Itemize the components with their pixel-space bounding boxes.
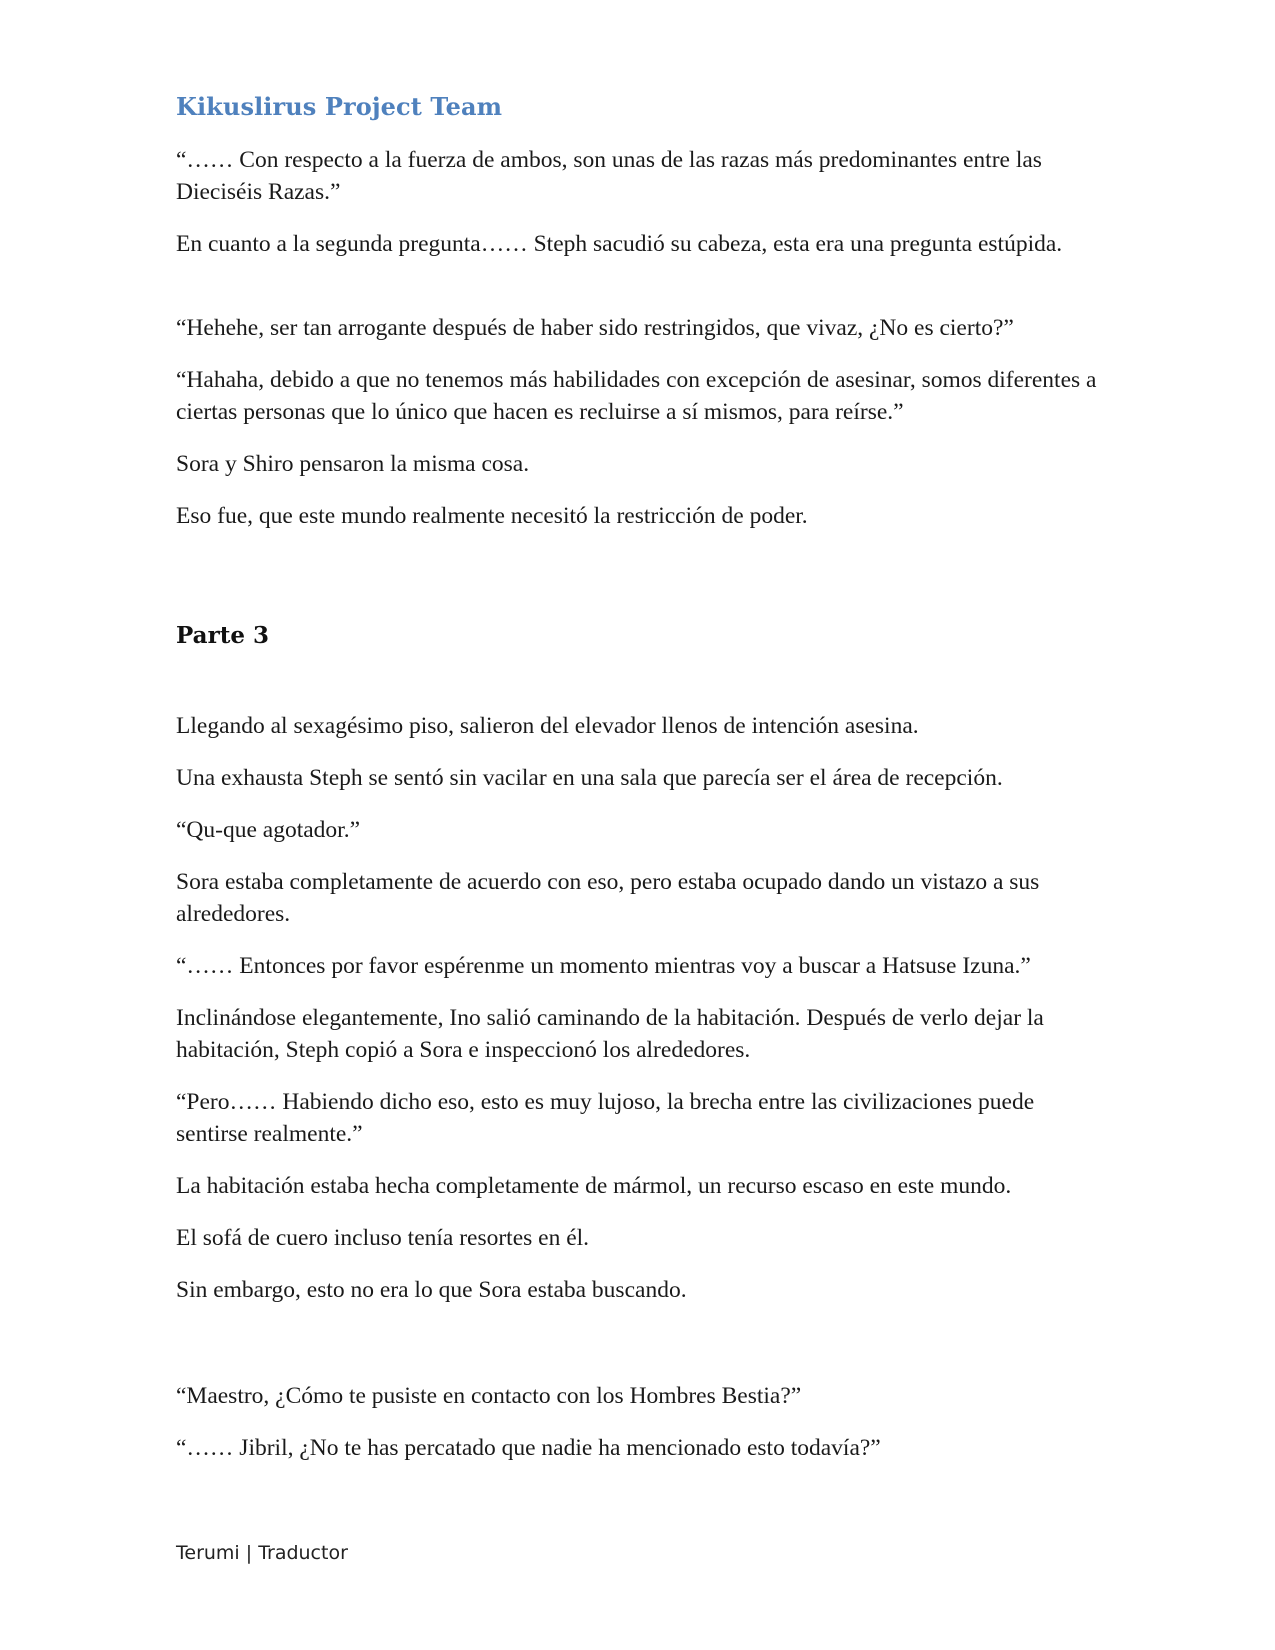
paragraph: “Hahaha, debido a que no tenemos más habilidades con excepción de asesinar, somos diferentes a ciertas personas que lo único que hacen es recluirse a sí mismos, para reírse.” — [176, 367, 1097, 425]
paragraph: Eso fue, que este mundo realmente necesitó la restricción de poder. — [176, 503, 808, 529]
header-title: Kikuslirus Project Team — [176, 92, 503, 121]
paragraph: Llegando al sexagésimo piso, salieron del elevador llenos de intención asesina. — [176, 713, 919, 739]
paragraph: En cuanto a la segunda pregunta…… Steph sacudió su cabeza, esta era una pregunta estúpida. — [176, 231, 1063, 257]
paragraph: Sora y Shiro pensaron la misma cosa. — [176, 451, 530, 477]
paragraph: “…… Jibril, ¿No te has percatado que nadie ha mencionado esto todavía?” — [176, 1435, 881, 1461]
paragraph: Sin embargo, esto no era lo que Sora estaba buscando. — [176, 1277, 687, 1303]
paragraph: Inclinándose elegantemente, Ino salió caminando de la habitación. Después de verlo dejar la habitación, Steph copió a Sora e inspeccionó los alrededores. — [176, 1005, 1044, 1063]
paragraph: El sofá de cuero incluso tenía resortes en él. — [176, 1225, 590, 1251]
paragraph: Una exhausta Steph se sentó sin vacilar en una sala que parecía ser el área de recepción. — [176, 765, 1003, 791]
paragraph: “Qu-que agotador.” — [176, 817, 361, 843]
paragraph: Sora estaba completamente de acuerdo con eso, pero estaba ocupado dando un vistazo a sus alrededores. — [176, 869, 1040, 927]
paragraph: “Maestro, ¿Cómo te pusiste en contacto con los Hombres Bestia?” — [176, 1383, 802, 1409]
paragraph: “Pero…… Habiendo dicho eso, esto es muy lujoso, la brecha entre las civilizaciones puede sentirse realmente.” — [176, 1089, 1035, 1147]
section-heading: Parte 3 — [176, 622, 269, 649]
paragraph: “…… Entonces por favor espérenme un momento mientras voy a buscar a Hatsuse Izuna.” — [176, 953, 1031, 979]
footer-credit: Terumi | Traductor — [176, 1542, 348, 1564]
paragraph: La habitación estaba hecha completamente de mármol, un recurso escaso en este mundo. — [176, 1173, 1012, 1199]
paragraph: “Hehehe, ser tan arrogante después de haber sido restringidos, que vivaz, ¿No es cierto?” — [176, 315, 1014, 341]
paragraph: “…… Con respecto a la fuerza de ambos, son unas de las razas más predominantes entre las Dieciséis Razas.” — [176, 147, 1042, 205]
